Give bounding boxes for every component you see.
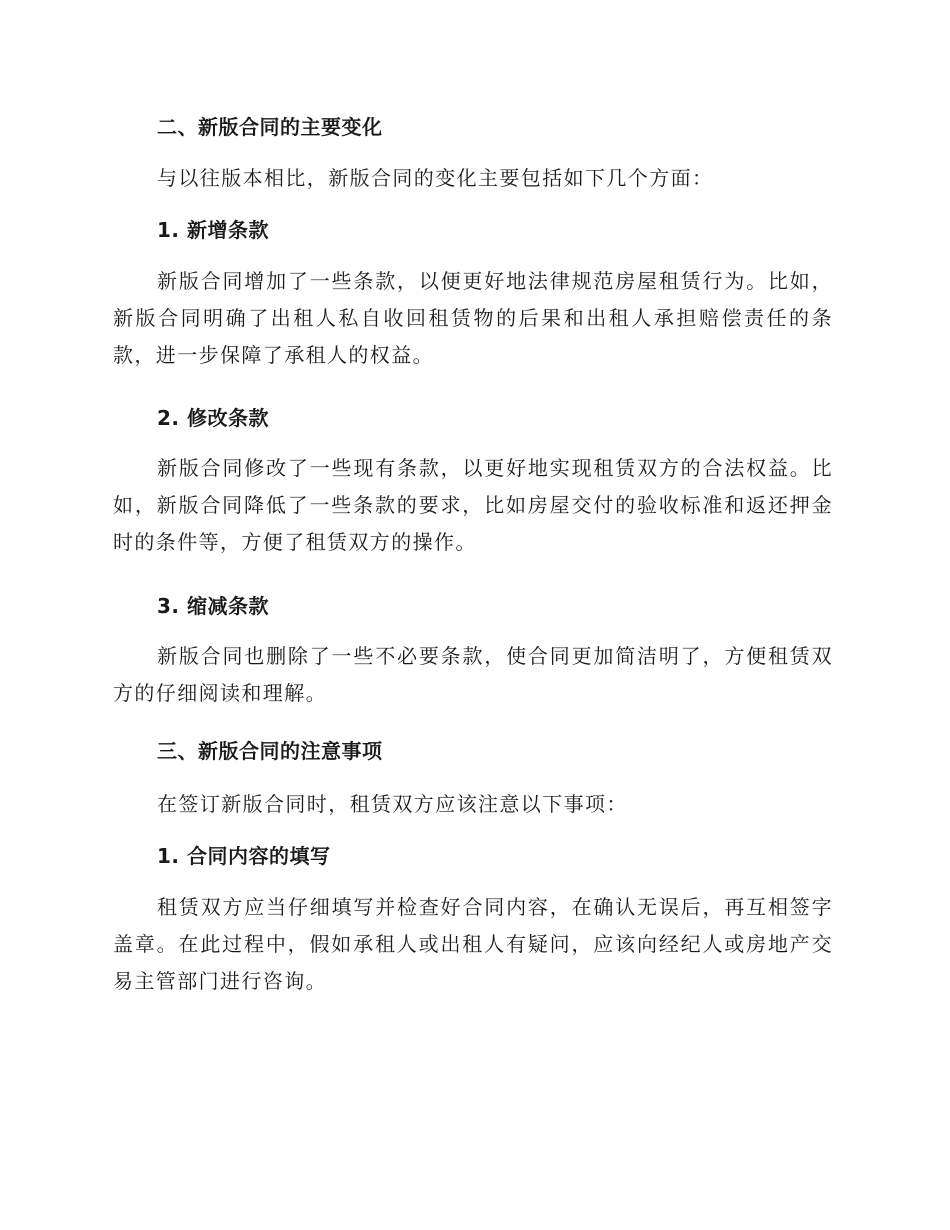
- item-heading-contract-filling: 1. 合同内容的填写: [157, 844, 331, 868]
- body-paragraph: 新版合同修改了一些现有条款，以更好地实现租赁双方的合法权益。比如，新版合同降低了一些条款的要求，比如房屋交付的验收标准和返还押金时的条件等，方便了租赁双方的操作。: [113, 456, 833, 554]
- item-body-modified-clauses: [113, 450, 833, 561]
- item-heading-modified-clauses: 2. 修改条款: [157, 406, 269, 430]
- intro-paragraph: 在签订新版合同时，租赁双方应该注意以下事项：: [157, 792, 628, 816]
- section-heading-changes: 二、新版合同的主要变化: [157, 115, 383, 139]
- body-paragraph: 租赁双方应当仔细填写并检查好合同内容，在确认无误后，再互相签字盖章。在此过程中，假如承租人或出租人有疑问，应该向经纪人或房地产交易主管部门进行咨询。: [113, 895, 833, 993]
- item-body-contract-filling: [113, 889, 833, 1000]
- item-body-reduced-clauses: [113, 638, 833, 712]
- item-heading-reduced-clauses: 3. 缩减条款: [157, 594, 269, 618]
- section-heading-notes: 三、新版合同的注意事项: [157, 739, 383, 763]
- item-heading-new-clauses: 1. 新增条款: [157, 218, 269, 242]
- body-paragraph: 新版合同也删除了一些不必要条款，使合同更加简洁明了，方便租赁双方的仔细阅读和理解。: [113, 644, 833, 705]
- section-intro-changes: [113, 160, 833, 197]
- section-intro-notes: [113, 786, 833, 823]
- intro-paragraph: 与以往版本相比，新版合同的变化主要包括如下几个方面：: [157, 166, 714, 190]
- item-body-new-clauses: [113, 263, 833, 374]
- body-paragraph: 新版合同增加了一些条款，以便更好地法律规范房屋租赁行为。比如，新版合同明确了出租人私自收回租赁物的后果和出租人承担赔偿责任的条款，进一步保障了承租人的权益。: [113, 269, 833, 367]
